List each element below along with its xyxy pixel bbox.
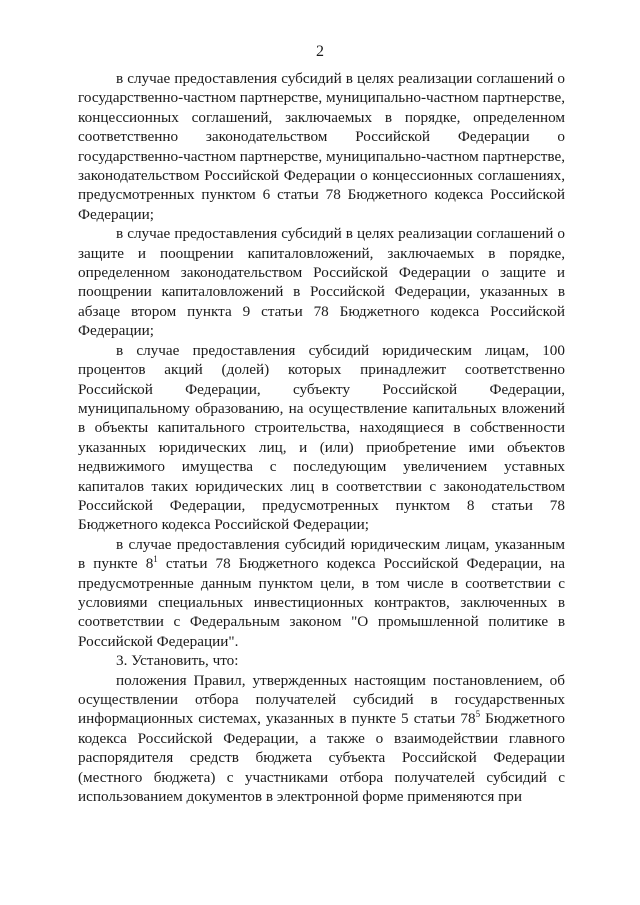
page-number: 2: [316, 43, 324, 60]
paragraph-special-investment-contracts: [78, 535, 565, 651]
paragraph-text-part: статьи 78 Бюджетного кодекса Российской Федерации, на предусмотренные данным пунктом цели, в том числе в соответствии с условиями специальных инвестиционных контрактов, заключенных в соответствии с Федеральным законом "О промышленной политике в Российской Федерации".: [78, 555, 565, 650]
superscript: 1: [153, 554, 158, 565]
document-body: [78, 69, 565, 806]
superscript: 5: [475, 709, 481, 720]
paragraph-text-part: в случае предоставления субсидий юридическим лицам, указанным в пункте 8: [78, 535, 565, 573]
paragraph-capital-investment-protection: в случае предоставления субсидий в целях реализации соглашений о защите и поощрении капиталовложений, заключаемых в порядке, определенном законодательством Российской Федерации о защите и поощрении капиталовложений в Российской Федерации, указанных в абзаце втором пункта 9 статьи 78 Бюджетного кодекса Российской Федерации;: [78, 225, 565, 340]
clause-3-heading: 3. Установить, что:: [116, 652, 239, 670]
paragraph-electronic-selection: [78, 671, 565, 807]
paragraph-text-part: положения Правил, утвержденных настоящим постановлением, об осуществлении отбора получателей субсидий в государственных информационных системах, указанных в пункте 5 статьи 78: [78, 671, 565, 728]
paragraph-ppp-concession: в случае предоставления субсидий в целях реализации соглашений о государственно-частном партнерстве, муниципально-частном партнерстве, концессионных соглашений, заключаемых в порядке, определенном соответственно законодательством Российской Федерации о государственно-частном партнерстве, муниципально-частном партнерстве, законодательством Российской Федерации о концессионных соглашениях, предусмотренных пунктом 6 статьи 78 Бюджетного кодекса Российской Федерации;: [78, 70, 565, 223]
paragraph-state-owned-legal-entities: в случае предоставления субсидий юридическим лицам, 100 процентов акций (долей) которых принадлежит соответственно Российской Федерации, субъекту Российской Федерации, муниципальному образованию, на осуществление капитальных вложений в объекты капитального строительства, находящиеся в собственности указанных юридических лиц, и (или) приобретение ими объектов недвижимого имущества с последующим увеличением уставных капиталов таких юридических лиц в соответствии с законодательством Российской Федерации, предусмотренных пунктом 8 статьи 78 Бюджетного кодекса Российской Федерации;: [78, 341, 565, 534]
paragraph-text-part: Бюджетного кодекса Российской Федерации, а также о взаимодействии главного распорядителя средств бюджета субъекта Российской Федерации (местного бюджета) с участниками отбора получателей субсидий с использованием документов в электронной форме применяются при: [78, 710, 565, 806]
